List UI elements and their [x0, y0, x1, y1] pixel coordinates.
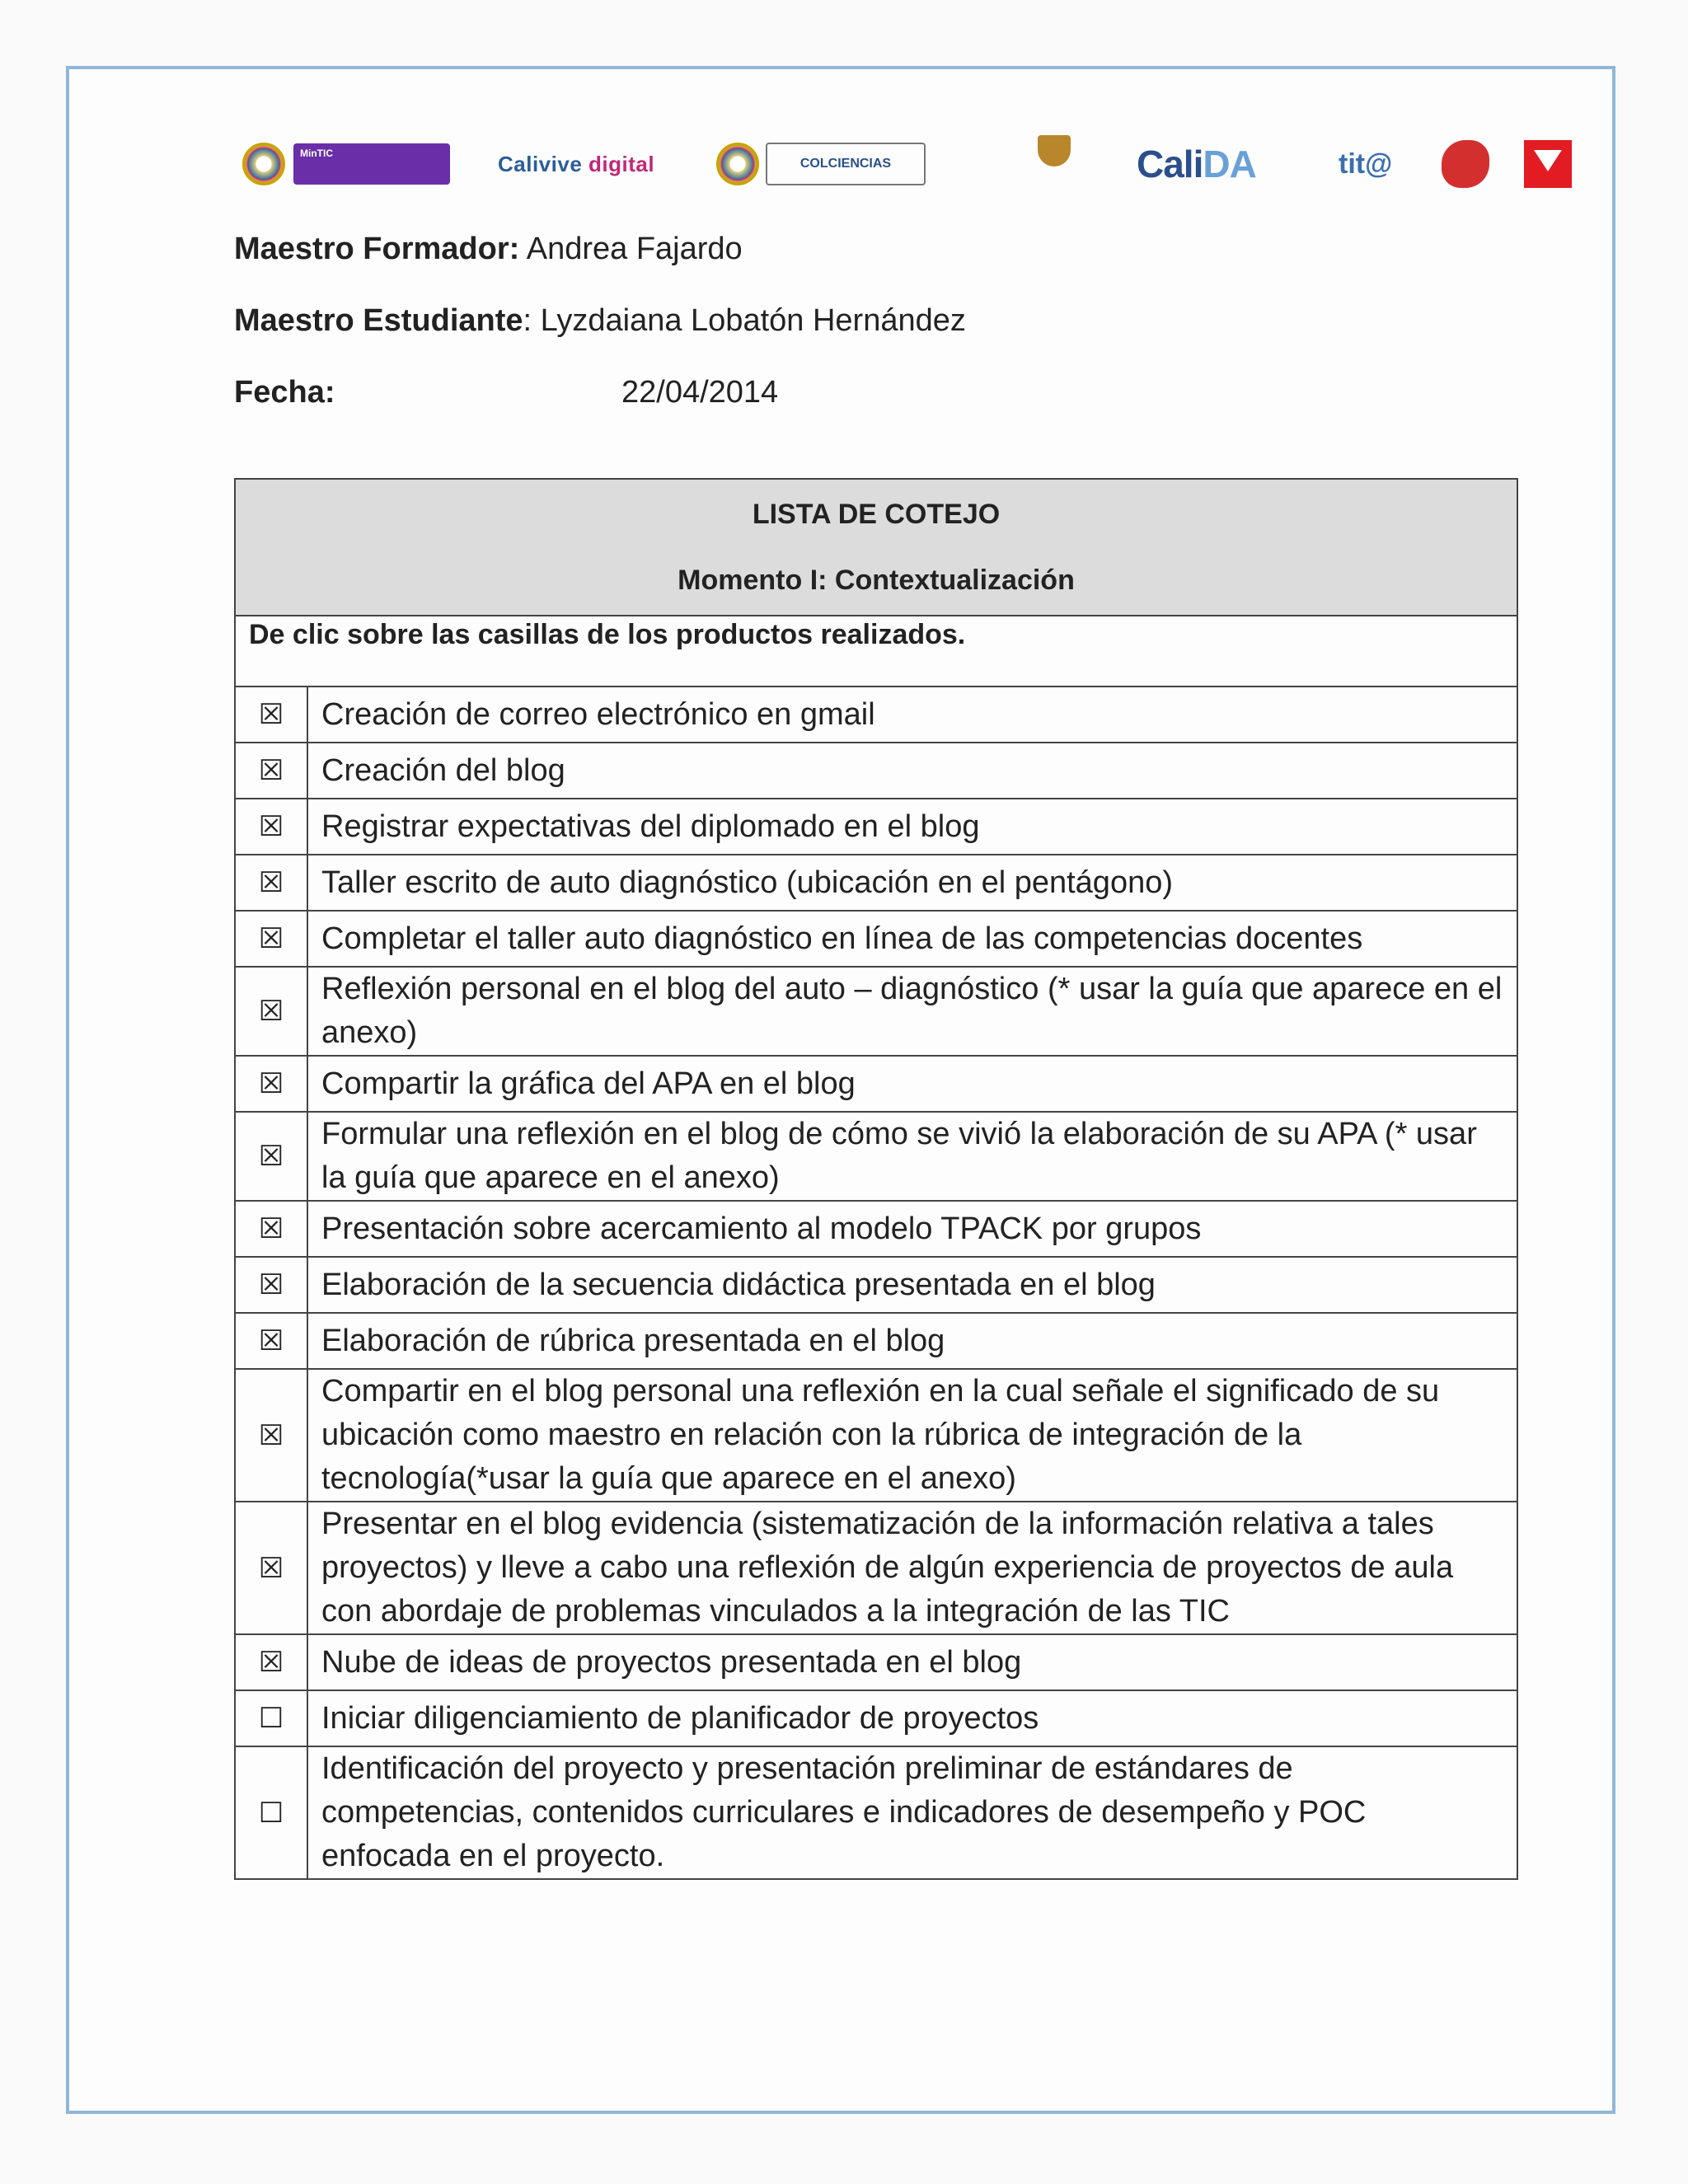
checked-checkbox[interactable]: ☒: [235, 855, 307, 911]
checklist-row: [235, 1690, 1517, 1746]
estudiante-line: [234, 302, 966, 339]
tita-logo: tit@: [1339, 148, 1393, 180]
calivive-digital-text: digital: [588, 151, 655, 176]
checklist-rows: [235, 687, 1517, 1879]
checklist-row: [235, 1257, 1517, 1313]
checklist-item-text: Elaboración de la secuencia didáctica presentada en el blog: [307, 1257, 1517, 1313]
checklist-item-text: Reflexión personal en el blog del auto – diagnóstico (* usar la guía que aparece en el anexo): [307, 967, 1517, 1056]
calida-logo-text: Cali: [1137, 143, 1203, 185]
checked-checkbox[interactable]: ☒: [235, 799, 307, 855]
checklist-row: [235, 911, 1517, 967]
mintic-logo-text: MinTIC: [293, 143, 450, 185]
checked-checkbox[interactable]: ☒: [235, 743, 307, 799]
checklist-row: [235, 1634, 1517, 1690]
checklist-item-text: Completar el taller auto diagnóstico en línea de las competencias docentes: [307, 911, 1517, 967]
document-page: [66, 66, 1615, 2114]
table-subtitle: Momento I: Contextualización: [678, 565, 1075, 596]
calida-logo: [1137, 127, 1256, 201]
fecha-line: [234, 374, 893, 410]
checklist-item-text: Creación de correo electrónico en gmail: [307, 687, 1517, 743]
checked-checkbox[interactable]: ☒: [235, 1201, 307, 1257]
checklist-row: [235, 743, 1517, 799]
emcali-icon: [1442, 140, 1489, 188]
checklist-row: [235, 1369, 1517, 1502]
checked-checkbox[interactable]: ☒: [235, 1313, 307, 1369]
logo-strip: [242, 127, 1594, 201]
checklist-item-text: Presentar en el blog evidencia (sistematización de la información relativa a tales proyectos) y lleve a cabo una reflexión de algún experiencia de proyectos de aula con abordaje de problemas vinculados a la integración de las TIC: [307, 1502, 1517, 1634]
checklist-item-text: Registrar expectativas del diplomado en el blog: [307, 799, 1517, 855]
colombia-seal-icon: [242, 143, 285, 185]
shield-icon: [1038, 135, 1071, 166]
checklist-row: [235, 1502, 1517, 1634]
checklist-item-text: Nube de ideas de proyectos presentada en el blog: [307, 1634, 1517, 1690]
calida-logo-text-da: DA: [1203, 143, 1256, 185]
calivive-logo-text: Calivive: [498, 151, 583, 176]
checklist-item-text: Compartir la gráfica del APA en el blog: [307, 1056, 1517, 1112]
checked-checkbox[interactable]: ☒: [235, 1056, 307, 1112]
formador-label: Maestro Formador:: [234, 232, 520, 266]
unchecked-checkbox[interactable]: ☐: [235, 1690, 307, 1746]
checklist-item-text: Identificación del proyecto y presentación preliminar de estándares de competencias, contenidos curriculares e indicadores de desempeño y POC enfocada en el proyecto.: [307, 1746, 1517, 1879]
estudiante-value: : Lyzdaiana Lobatón Hernández: [523, 303, 966, 338]
checklist-item-text: Presentación sobre acercamiento al modelo TPACK por grupos: [307, 1201, 1517, 1257]
checklist-item-text: Formular una reflexión en el blog de cómo se vivió la elaboración de su APA (* usar la guía que aparece en el anexo): [307, 1112, 1517, 1201]
formador-value: Andrea Fajardo: [519, 232, 743, 266]
checklist-row: [235, 1746, 1517, 1879]
checklist-item-text: Taller escrito de auto diagnóstico (ubicación en el pentágono): [307, 855, 1517, 911]
fecha-label: Fecha:: [234, 375, 335, 410]
checklist-row: [235, 799, 1517, 855]
checked-checkbox[interactable]: ☒: [235, 911, 307, 967]
table-header: [235, 479, 1517, 616]
checklist-table: [234, 478, 1518, 1880]
univalle-logo: [1524, 127, 1572, 201]
checklist-item-text: Iniciar diligenciamiento de planificador de proyectos: [307, 1690, 1517, 1746]
checklist-item-text: Elaboración de rúbrica presentada en el blog: [307, 1313, 1517, 1369]
checklist-row: [235, 687, 1517, 743]
checked-checkbox[interactable]: ☒: [235, 1369, 307, 1502]
calivive-logo: [498, 127, 654, 201]
checked-checkbox[interactable]: ☒: [235, 1112, 307, 1201]
checklist-item-text: Compartir en el blog personal una reflexión en la cual señale el significado de su ubicación como maestro en relación con la rúbrica de integración de la tecnología(*usar la guía que aparece en el anexo): [307, 1369, 1517, 1502]
fecha-value: 22/04/2014: [621, 375, 779, 410]
unchecked-checkbox[interactable]: ☐: [235, 1746, 307, 1879]
formador-line: [234, 231, 743, 267]
colciencias-logo-text: COLCIENCIAS: [766, 143, 926, 185]
mintic-logo: [242, 127, 450, 201]
gobernacion-logo: [1025, 127, 1083, 201]
checked-checkbox[interactable]: ☒: [235, 687, 307, 743]
checklist-row: [235, 1313, 1517, 1369]
univalle-icon: [1524, 140, 1572, 188]
checklist-row: [235, 855, 1517, 911]
checklist-item-text: Creación del blog: [307, 743, 1517, 799]
checked-checkbox[interactable]: ☒: [235, 1634, 307, 1690]
table-instruction: De clic sobre las casillas de los productos realizados.: [235, 616, 1517, 687]
checked-checkbox[interactable]: ☒: [235, 1257, 307, 1313]
checked-checkbox[interactable]: ☒: [235, 1502, 307, 1634]
colciencias-logo: [716, 127, 926, 201]
checklist-row: [235, 1112, 1517, 1201]
estudiante-label: Maestro Estudiante: [234, 303, 523, 338]
table-title: LISTA DE COTEJO: [752, 499, 1001, 530]
checklist-row: [235, 967, 1517, 1056]
checklist-row: [235, 1056, 1517, 1112]
colombia-seal-icon: [716, 143, 759, 185]
emcali-logo: [1442, 127, 1489, 201]
checklist-row: [235, 1201, 1517, 1257]
checked-checkbox[interactable]: ☒: [235, 967, 307, 1056]
